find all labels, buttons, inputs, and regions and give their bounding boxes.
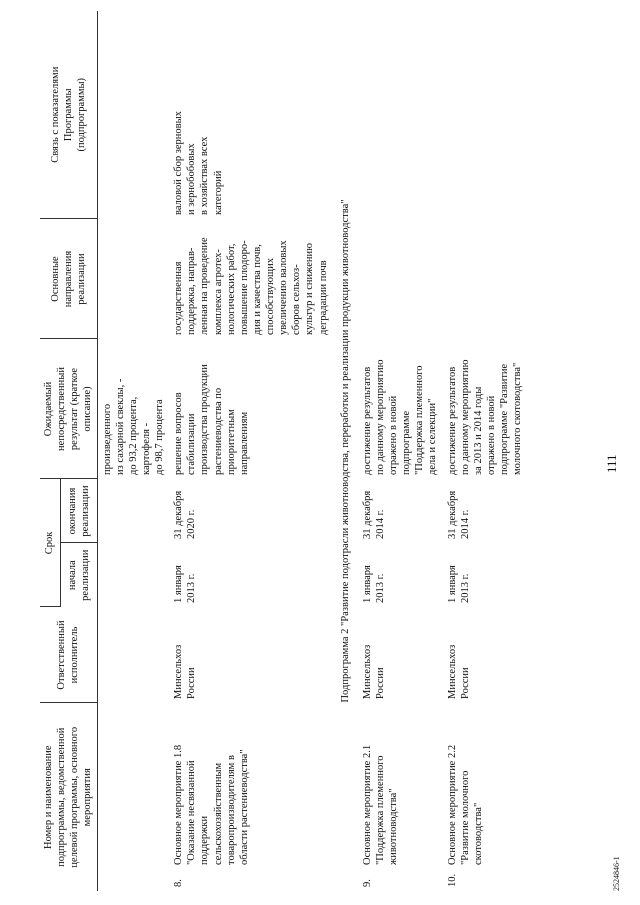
row-name-cell: [97, 703, 169, 891]
row-end: [97, 479, 169, 543]
row-end: 31 декабря 2014 г.: [361, 490, 386, 539]
row-start: 1 января 2013 г.: [446, 565, 471, 603]
row-name: Основное мероприятие 1.8 "Оказание несвязанной поддержки сельскохозяйственным товаропроизводителям в области растениеводства": [173, 744, 250, 865]
row-direction: государственная поддержка, направ- ленная на проведение комплекса агротех- нологических работ, повышение плодоро- дия и качества почв, способствующих увеличению валовых сборов сельхоз- культур и снижению деградации почв: [173, 237, 329, 335]
page-number: 111: [604, 454, 619, 473]
row-result: достижение результатов по данному мероприятию за 2013 и 2014 годы отражено в новой подпрограмме "Развитие молочного скотоводства": [446, 359, 524, 475]
table-row: [169, 11, 333, 891]
row-name: Основное мероприятие 2.2 "Развитие молочного скотоводства": [446, 744, 484, 865]
imprint-code: 2524846-1: [612, 856, 621, 891]
row-start: 1 января 2013 г.: [173, 565, 198, 603]
row-executor: Минсельхоз России: [361, 644, 386, 699]
table-row: [443, 11, 528, 891]
row-start: 1 января 2013 г.: [361, 565, 386, 603]
row-result: произведенного из сахарной свеклы, - до 93,2 процента, картофеля - до 98,7 процента: [101, 378, 165, 475]
header-name: Номер и наименование подпрограммы, ведомственной целевой программы, основного мероприятия: [40, 703, 97, 891]
table-row: [97, 11, 169, 891]
subprogram-title: Подпрограмма 2 "Развитие подотрасли животноводства, переработки и реализации продукции животноводства": [339, 199, 351, 703]
row-link: [443, 11, 528, 219]
header-end: окончания реализации: [61, 479, 97, 543]
row-direction: [358, 219, 443, 339]
header-executor: Ответственный исполнитель: [40, 607, 97, 703]
header-start: начала реализации: [61, 543, 97, 607]
program-table: [40, 11, 527, 891]
row-name-cell: [169, 703, 333, 891]
row-number: 10.: [446, 873, 458, 887]
row-end: 31 декабря 2014 г.: [446, 490, 471, 539]
row-link: [358, 11, 443, 219]
row-name-cell: [358, 703, 443, 891]
row-name-cell: [443, 703, 528, 891]
header-direction: Основные направления реализации: [40, 219, 97, 339]
row-result: решение вопросов стабилизации производства продукции растениеводства по приоритетным направлениям: [173, 364, 250, 475]
header-term: Срок: [40, 479, 61, 607]
row-link: [97, 11, 169, 219]
row-start: [97, 543, 169, 607]
row-direction: [97, 219, 169, 339]
row-result: достижение результатов по данному мероприятию отражено в новой подпрограмме "Поддержка племенного дела и селекции": [361, 359, 439, 475]
row-executor: Минсельхоз России: [173, 644, 198, 699]
row-link: валовой сбор зерновых и зернобобовых в хозяйствах всех категорий: [173, 111, 224, 215]
row-end: 31 декабря 2020 г.: [173, 490, 198, 539]
subprogram-row: [333, 11, 358, 891]
row-executor: [97, 607, 169, 703]
header-link: Связь с показателями Программы (подпрограммы): [40, 11, 97, 219]
row-name: Основное мероприятие 2.1 "Поддержка племенного животноводства": [361, 744, 399, 865]
table-row: [358, 11, 443, 891]
row-number: 8.: [173, 879, 185, 887]
row-executor: Минсельхоз России: [446, 644, 471, 699]
row-number: 9.: [361, 879, 373, 887]
header-result: Ожидаемый непосредственный результат (краткое описание): [40, 339, 97, 479]
row-direction: [443, 219, 528, 339]
